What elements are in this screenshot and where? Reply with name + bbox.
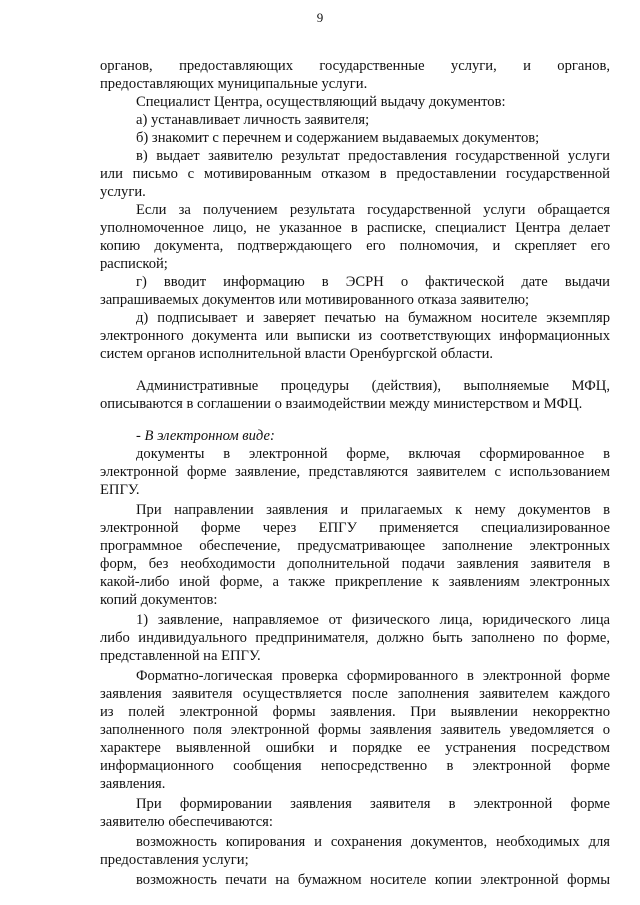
page-number: 9 [316, 10, 324, 25]
text-line: электронной форме заявление, представляются заявителем с использованием [100, 464, 610, 480]
text-line: г) вводит информацию в ЭСРН о фактической дате выдачи [136, 274, 610, 290]
text-line: 1) заявление, направляемое от физического лица, юридического лица [136, 612, 610, 628]
text-line: органов, предоставляющих государственные услуги, и органов, [100, 58, 610, 74]
text-line: заявления. [100, 776, 166, 792]
text-line: Если за получением результата государственной услуги обращается [136, 202, 610, 218]
text-line: При направлении заявления и прилагаемых к нему документов в [136, 502, 610, 518]
text-line: какой-либо иной форме, а также прикрепление к заявлениям электронных [100, 574, 610, 590]
text-line: программное обеспечение, предусматривающее заполнение электронных [100, 538, 610, 554]
section-heading: - В электронном виде: [136, 428, 275, 444]
text-line: При формировании заявления заявителя в электронной форме [136, 796, 610, 812]
text-line: заявителю обеспечиваются: [100, 814, 273, 830]
text-line: систем органов исполнительной власти Оренбургской области. [100, 346, 494, 362]
text-line: уполномоченное лицо, не указанное в расписке, специалист Центра делает [100, 220, 610, 236]
text-line: в) выдает заявителю результат предоставления государственной услуги [136, 148, 610, 164]
text-line: ЕПГУ. [100, 482, 140, 498]
text-line: услуги. [100, 184, 146, 200]
text-line: описываются в соглашении о взаимодействии между министерством и МФЦ. [100, 396, 583, 412]
text-line: либо индивидуального предпринимателя, должно быть заполнено по форме, [100, 630, 610, 646]
text-line: форм, без необходимости дополнительной подачи заявления заявителя в [100, 556, 610, 572]
text-line: из полей электронной формы заявления. При выявлении некорректно [100, 704, 610, 720]
text-line: возможность печати на бумажном носителе копии электронной формы [136, 872, 610, 888]
text-line: Административные процедуры (действия), выполняемые МФЦ, [136, 378, 610, 394]
text-line: представленной на ЕПГУ. [100, 648, 261, 664]
text-line: заполненного поля электронной формы заявления заявитель уведомляется о [100, 722, 610, 738]
text-line: предоставляющих муниципальные услуги. [100, 76, 368, 92]
text-line: или письмо с мотивированным отказом в предоставлении государственной [100, 166, 610, 182]
text-line: Специалист Центра, осуществляющий выдачу документов: [136, 94, 506, 110]
text-line: характере выявленной ошибки и порядке ее устранения посредством [100, 740, 610, 756]
text-line: запрашиваемых документов или мотивированного отказа заявителю; [100, 292, 530, 308]
text-line: возможность копирования и сохранения документов, необходимых для [136, 834, 610, 850]
text-line: предоставления услуги; [100, 852, 249, 868]
text-line: электронной форме через ЕПГУ применяется специализированное [100, 520, 610, 536]
text-line: электронного документа или выписки из соответствующих информационных [100, 328, 610, 344]
text-line: копию документа, подтверждающего его полномочия, и скрепляет его [100, 238, 610, 254]
text-line: а) устанавливает личность заявителя; [136, 112, 370, 128]
text-line: д) подписывает и заверяет печатью на бумажном носителе экземпляр [136, 310, 610, 326]
text-line: распиской; [100, 256, 168, 272]
text-line: документы в электронной форме, включая сформированное в [136, 446, 610, 462]
text-line: б) знакомит с перечнем и содержанием выдаваемых документов; [136, 130, 540, 146]
text-line: копий документов: [100, 592, 218, 608]
text-line: Форматно-логическая проверка сформированного в электронной форме [136, 668, 610, 684]
text-line: информационного сообщения непосредственно в электронной форме [100, 758, 610, 774]
text-line: заявления заявителя осуществляется после заполнения заявителем каждого [100, 686, 610, 702]
